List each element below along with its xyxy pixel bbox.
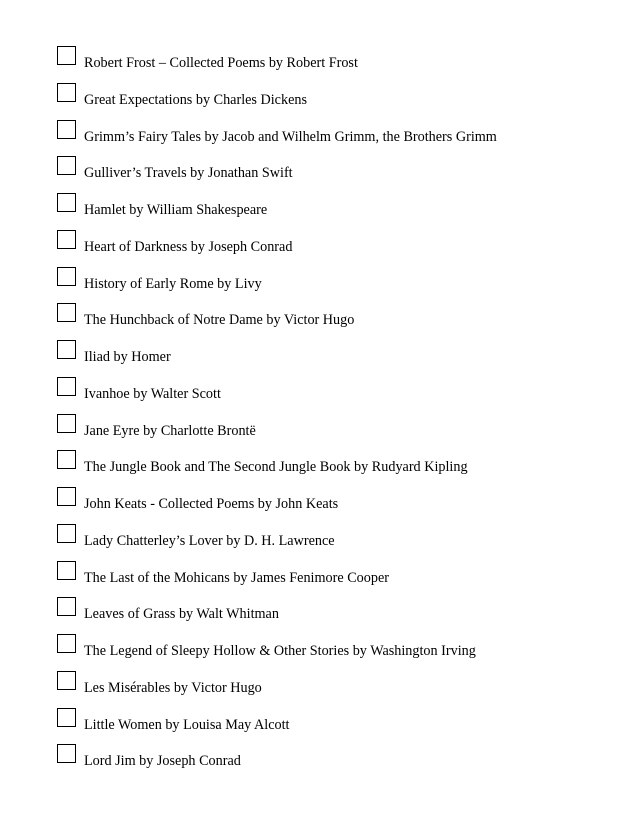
list-item [57,595,617,632]
list-item [57,742,617,779]
checkbox[interactable] [57,156,76,175]
checkbox[interactable] [57,414,76,433]
checkbox[interactable] [57,193,76,212]
list-item [57,412,617,449]
book-title: Jane Eyre by Charlotte Brontë [84,422,256,439]
list-item [57,265,617,302]
checkbox[interactable] [57,303,76,322]
list-item [57,81,617,118]
book-title: Great Expectations by Charles Dickens [84,91,307,108]
checkbox[interactable] [57,46,76,65]
list-item [57,375,617,412]
checkbox[interactable] [57,634,76,653]
list-item [57,118,617,155]
checkbox[interactable] [57,671,76,690]
list-item [57,191,617,228]
checkbox[interactable] [57,120,76,139]
book-title: Heart of Darkness by Joseph Conrad [84,238,293,255]
book-title: Ivanhoe by Walter Scott [84,385,221,402]
list-item [57,669,617,706]
book-title: John Keats - Collected Poems by John Keats [84,496,339,512]
checkbox[interactable] [57,230,76,249]
list-item [57,485,617,522]
book-title: The Hunchback of Notre Dame by Victor Hugo [84,312,355,329]
book-checklist [57,44,617,779]
checkbox[interactable] [57,597,76,616]
list-item [57,522,617,559]
list-item [57,338,617,375]
list-item [57,448,617,485]
book-title: Grimm’s Fairy Tales by Jacob and Wilhelm Grimm, the Brothers Grimm [84,128,497,145]
book-title: The Jungle Book and The Second Jungle Book by Rudyard Kipling [84,459,468,476]
book-title: The Last of the Mohicans by James Fenimore Cooper [84,569,389,586]
book-title: Lady Chatterley’s Lover by D. H. Lawrence [84,532,335,549]
checkbox[interactable] [57,267,76,286]
checkbox[interactable] [57,708,76,727]
book-title: Les Misérables by Victor Hugo [84,679,262,696]
checkbox[interactable] [57,83,76,102]
book-title: Little Women by Louisa May Alcott [84,716,290,733]
book-title: Gulliver’s Travels by Jonathan Swift [84,165,293,182]
checkbox[interactable] [57,524,76,543]
list-item [57,154,617,191]
list-item [57,706,617,743]
list-item [57,228,617,265]
book-title: Lord Jim by Joseph Conrad [84,753,241,770]
book-title: Iliad by Homer [84,349,171,365]
book-title: Robert Frost – Collected Poems by Robert Frost [84,55,358,71]
checkbox[interactable] [57,340,76,359]
list-item [57,559,617,596]
checkbox[interactable] [57,450,76,469]
book-title: History of Early Rome by Livy [84,275,262,292]
checkbox[interactable] [57,561,76,580]
book-title: Leaves of Grass by Walt Whitman [84,606,279,623]
list-item [57,44,617,81]
checkbox[interactable] [57,377,76,396]
checkbox[interactable] [57,744,76,763]
book-title: The Legend of Sleepy Hollow & Other Stories by Washington Irving [84,643,476,659]
list-item [57,301,617,338]
checkbox[interactable] [57,487,76,506]
book-title: Hamlet by William Shakespeare [84,202,268,218]
list-item [57,632,617,669]
